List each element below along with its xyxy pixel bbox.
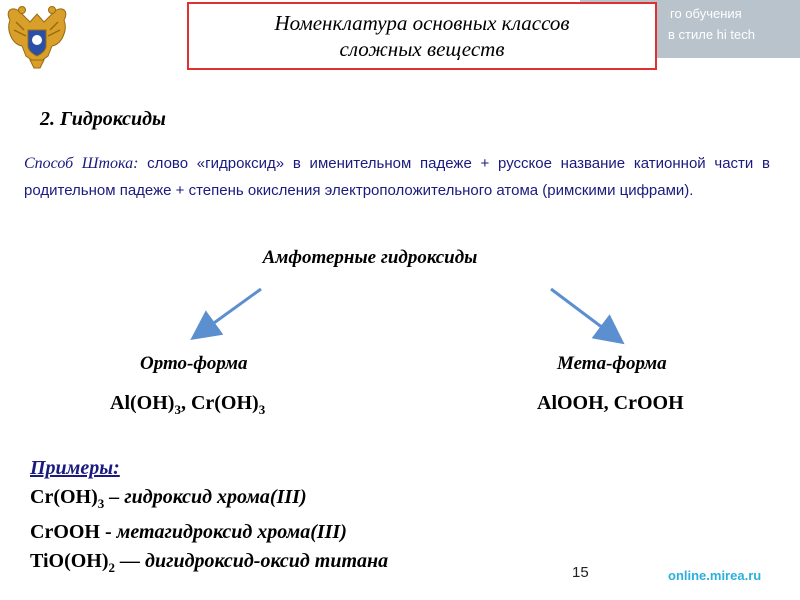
example-formula-sub: 2 bbox=[108, 560, 116, 575]
example-formula: Cr(OH) bbox=[30, 486, 98, 508]
example-line bbox=[30, 518, 388, 547]
rule-text: слово «гидроксид» в именительном падеже + русское название катионной части в родительном падеже + степень окисления электроположительного атома (римскими цифрами). bbox=[24, 155, 770, 199]
example-name: дигидроксид-оксид титана bbox=[145, 550, 389, 572]
example-line bbox=[30, 483, 388, 518]
ortho-formula-1: Al(OH) bbox=[110, 392, 175, 414]
example-name: гидроксид хрома(III) bbox=[124, 486, 307, 508]
meta-form-title: Мета-форма bbox=[557, 353, 667, 374]
footer-url-link[interactable]: online.mirea.ru bbox=[668, 568, 762, 583]
example-separator: – bbox=[104, 486, 125, 508]
examples-block bbox=[30, 454, 388, 582]
examples-title: Примеры: bbox=[30, 457, 120, 479]
rule-lead: Способ Штока: bbox=[24, 155, 139, 172]
slide-title-line-2: сложных веществ bbox=[339, 37, 505, 61]
ortho-form-title: Орто-форма bbox=[140, 353, 248, 374]
example-formula: CrOOH bbox=[30, 521, 100, 543]
arrow-down-left-icon bbox=[200, 289, 261, 333]
slide-title-box bbox=[187, 2, 657, 70]
example-name: метагидроксид хрома(III) bbox=[116, 521, 347, 543]
ortho-form-formulas bbox=[110, 392, 265, 418]
example-formula-sub: 3 bbox=[97, 496, 105, 511]
header-band-text-2: в стиле hi tech bbox=[668, 27, 755, 42]
ortho-formula-2: Cr(OH) bbox=[190, 392, 259, 414]
example-line bbox=[30, 547, 388, 582]
slide-title-line-1: Номенклатура основных классов bbox=[274, 11, 570, 35]
ortho-separator: , bbox=[180, 392, 191, 414]
naming-rule-paragraph bbox=[24, 150, 770, 204]
section-title: 2. Гидроксиды bbox=[40, 108, 166, 130]
example-formula: TiO(OH) bbox=[30, 550, 109, 572]
header-band-text-1: го обучения bbox=[670, 6, 742, 21]
header-band bbox=[0, 0, 800, 82]
page-number: 15 bbox=[572, 564, 589, 581]
double-headed-eagle-emblem-icon bbox=[2, 0, 72, 72]
ortho-formula-2-sub: 3 bbox=[258, 402, 266, 417]
meta-form-formulas: AlOOH, CrOOH bbox=[537, 392, 684, 414]
ortho-formula-1-sub: 3 bbox=[174, 402, 181, 417]
amphoteric-heading: Амфотерные гидроксиды bbox=[262, 247, 478, 268]
example-separator: - bbox=[100, 521, 117, 543]
arrow-down-right-icon bbox=[551, 289, 615, 337]
example-separator: — bbox=[115, 550, 146, 572]
